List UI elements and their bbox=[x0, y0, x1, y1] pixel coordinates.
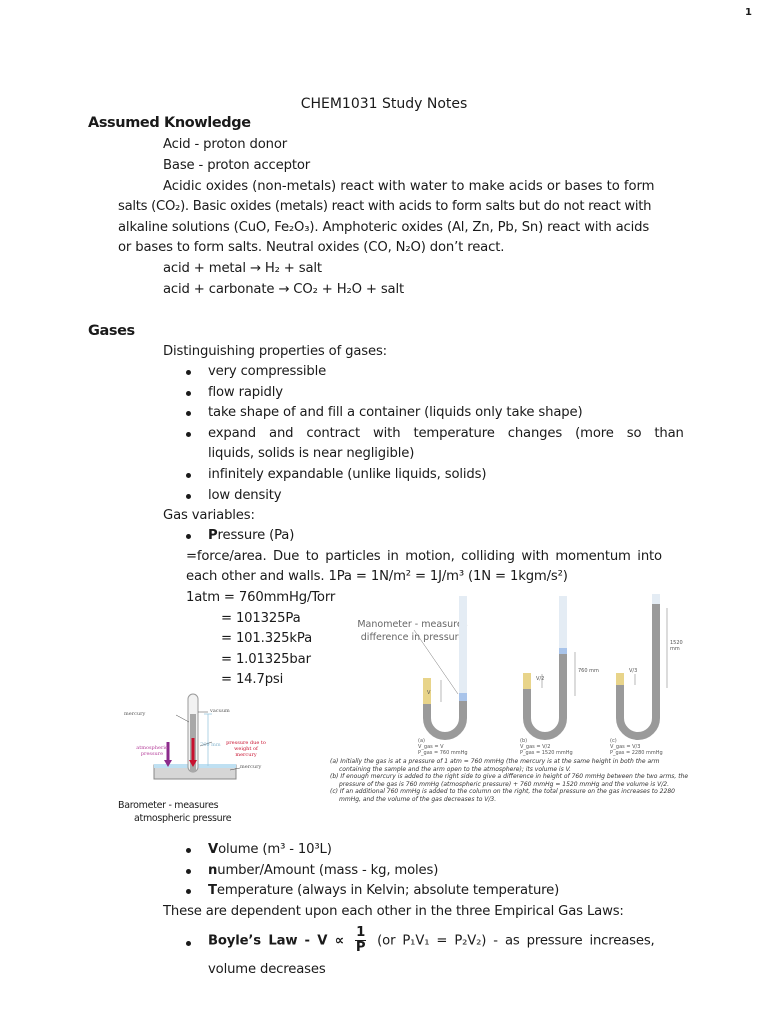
volume-label-a: V bbox=[427, 690, 431, 696]
fraction-denominator: P bbox=[355, 940, 366, 955]
law-name: Boyle’s Law bbox=[208, 933, 298, 949]
boyles-law bbox=[208, 926, 655, 955]
bullet-icon bbox=[186, 370, 191, 375]
panel-pressure: P_gas = 2280 mmHg bbox=[610, 750, 663, 756]
pressure-description-1: =force/area. Due to particles in motion, colliding with momentum into bbox=[186, 549, 662, 564]
barometer-caption-1: Barometer - measures bbox=[118, 800, 219, 811]
fraction-numerator: 1 bbox=[356, 925, 366, 940]
label-mercury-bottom: mercury bbox=[240, 764, 262, 770]
panel-b-legend bbox=[520, 738, 573, 756]
variables-intro: Gas variables: bbox=[163, 508, 255, 523]
variable-pressure bbox=[208, 528, 294, 543]
bullet-icon bbox=[186, 473, 191, 478]
panel-tag: (a) bbox=[418, 738, 425, 744]
caption-line: containing the sample and the arm open to the atmosphere); its volume is V. bbox=[339, 765, 571, 773]
panel-tag: (b) bbox=[520, 738, 528, 744]
panel-c-legend bbox=[610, 738, 663, 756]
laws-intro: These are dependent upon each other in the three Empirical Gas Laws: bbox=[163, 904, 624, 919]
bullet-icon bbox=[186, 391, 191, 396]
barometer-caption-2: atmospheric pressure bbox=[134, 813, 232, 824]
variable-text: ressure (Pa) bbox=[217, 528, 295, 543]
variable-text: emperature (always in Kelvin; absolute temperature) bbox=[216, 883, 560, 898]
height-label-c: 1520 mm bbox=[670, 640, 683, 652]
property-item: expand and contract with temperature changes (more so than bbox=[208, 426, 684, 441]
label-mercury-top: mercury bbox=[124, 711, 146, 717]
properties-intro: Distinguishing properties of gases: bbox=[163, 344, 387, 359]
property-item: infinitely expandable (unlike liquids, solids) bbox=[208, 467, 487, 482]
bullet-icon bbox=[186, 494, 191, 499]
section-heading-assumed-knowledge: Assumed Knowledge bbox=[88, 115, 251, 131]
volume-label-b: V/2 bbox=[536, 676, 545, 682]
atm-conversion: = 1.01325bar bbox=[221, 652, 311, 667]
bullet-icon bbox=[186, 432, 191, 437]
property-item: very compressible bbox=[208, 364, 327, 379]
oxides-line-1: Acidic oxides (non-metals) react with water to make acids or bases to form bbox=[163, 179, 655, 194]
label-atmospheric-pressure: atmospheric pressure bbox=[136, 745, 168, 757]
caption-line: pressure of the gas is 760 mmHg (atmospheric pressure) + 760 mmHg = 1520 mmHg and the volume is V/2. bbox=[339, 780, 669, 788]
atm-conversion: = 101325Pa bbox=[221, 611, 301, 626]
variable-volume bbox=[208, 842, 332, 857]
oxides-line-4: or bases to form salts. Neutral oxides (CO, N₂O) don’t react. bbox=[118, 240, 505, 255]
bullet-icon bbox=[186, 411, 191, 416]
panel-pressure: P_gas = 1520 mmHg bbox=[520, 750, 573, 756]
variable-initial: P bbox=[208, 528, 218, 543]
manometer-label-line-1: Manometer - measures bbox=[357, 619, 468, 630]
panel-pressure: P_gas = 760 mmHg bbox=[418, 750, 468, 756]
variable-temperature bbox=[208, 883, 559, 898]
caption-line: (a) Initially the gas is at a pressure of 1 atm = 760 mmHg (the mercury is at the same height in both the arm bbox=[330, 758, 660, 765]
volume-label-c: V/3 bbox=[629, 668, 638, 674]
law-description: (or P₁V₁ = P₂V₂) - as pressure increases, bbox=[377, 933, 655, 949]
bullet-icon bbox=[186, 848, 191, 853]
bullet-icon bbox=[186, 941, 191, 946]
label-vacuum: vacuum bbox=[210, 708, 230, 714]
caption-line: (c) If an additional 760 mmHg is added to the column on the right, the total pressure on the gas increases to 2280 bbox=[330, 788, 675, 796]
variable-amount bbox=[208, 863, 438, 878]
atm-conversion: 1atm = 760mmHg/Torr bbox=[186, 590, 336, 605]
height-label-b: 760 mm bbox=[578, 668, 599, 674]
property-item: low density bbox=[208, 488, 282, 503]
oxides-line-2: salts (CO₂). Basic oxides (metals) react with acids to form salts but do not react with bbox=[118, 199, 652, 214]
atm-conversion: = 101.325kPa bbox=[221, 631, 313, 646]
pressure-description-2: each other and walls. 1Pa = 1N/m² = 1J/m³ (1N = 1kgm/s²) bbox=[186, 569, 568, 584]
panel-volume: V_gas = V/2 bbox=[520, 744, 551, 750]
panel-volume: V_gas = V/3 bbox=[610, 744, 641, 750]
manometer-figure bbox=[330, 588, 690, 823]
bullet-icon bbox=[186, 534, 191, 539]
variable-text: umber/Amount (mass - kg, moles) bbox=[217, 863, 439, 878]
label-pressure-weight: pressure due to weight of mercury bbox=[226, 740, 266, 758]
acid-definition: Acid - proton donor bbox=[163, 137, 288, 152]
variable-initial: n bbox=[208, 863, 218, 878]
bullet-icon bbox=[186, 869, 191, 874]
bullet-icon bbox=[186, 889, 191, 894]
barometer-figure bbox=[112, 690, 282, 830]
page-number: 1 bbox=[745, 7, 752, 18]
property-item-continuation: liquids, solids is near negligible) bbox=[208, 446, 415, 461]
panel-tag: (c) bbox=[610, 738, 617, 744]
reaction-acid-metal: acid + metal → H₂ + salt bbox=[163, 261, 322, 276]
manometer-caption bbox=[330, 758, 688, 804]
section-heading-gases: Gases bbox=[88, 323, 135, 339]
fraction bbox=[355, 926, 366, 955]
variable-initial: V bbox=[208, 842, 219, 857]
property-item: take shape of and fill a container (liquids only take shape) bbox=[208, 405, 583, 420]
property-item: flow rapidly bbox=[208, 385, 283, 400]
page-title: CHEM1031 Study Notes bbox=[300, 96, 468, 112]
manometer-label-line-2: difference in pressure bbox=[360, 632, 465, 643]
base-definition: Base - proton acceptor bbox=[163, 158, 311, 173]
atm-conversion: = 14.7psi bbox=[221, 672, 284, 687]
variable-initial: T bbox=[208, 883, 217, 898]
variable-text: olume (m³ - 10³L) bbox=[218, 842, 332, 857]
caption-line: (b) If enough mercury is added to the right side to give a difference in height of 760 mmHg between the two arms, the bbox=[330, 773, 689, 781]
caption-line: mmHg, and the volume of the gas decreases to V/3. bbox=[339, 795, 497, 803]
boyles-law-continuation: volume decreases bbox=[208, 962, 326, 977]
panel-volume: V_gas = V bbox=[418, 744, 444, 750]
label-760mm: 760 mm bbox=[200, 742, 221, 748]
oxides-line-3: alkaline solutions (CuO, Fe₂O₃). Amphoteric oxides (Al, Zn, Pb, Sn) react with acids bbox=[118, 220, 650, 235]
reaction-acid-carbonate: acid + carbonate → CO₂ + H₂O + salt bbox=[163, 282, 405, 297]
law-relation: - V ∝ bbox=[304, 933, 345, 949]
panel-a-legend bbox=[418, 738, 468, 756]
